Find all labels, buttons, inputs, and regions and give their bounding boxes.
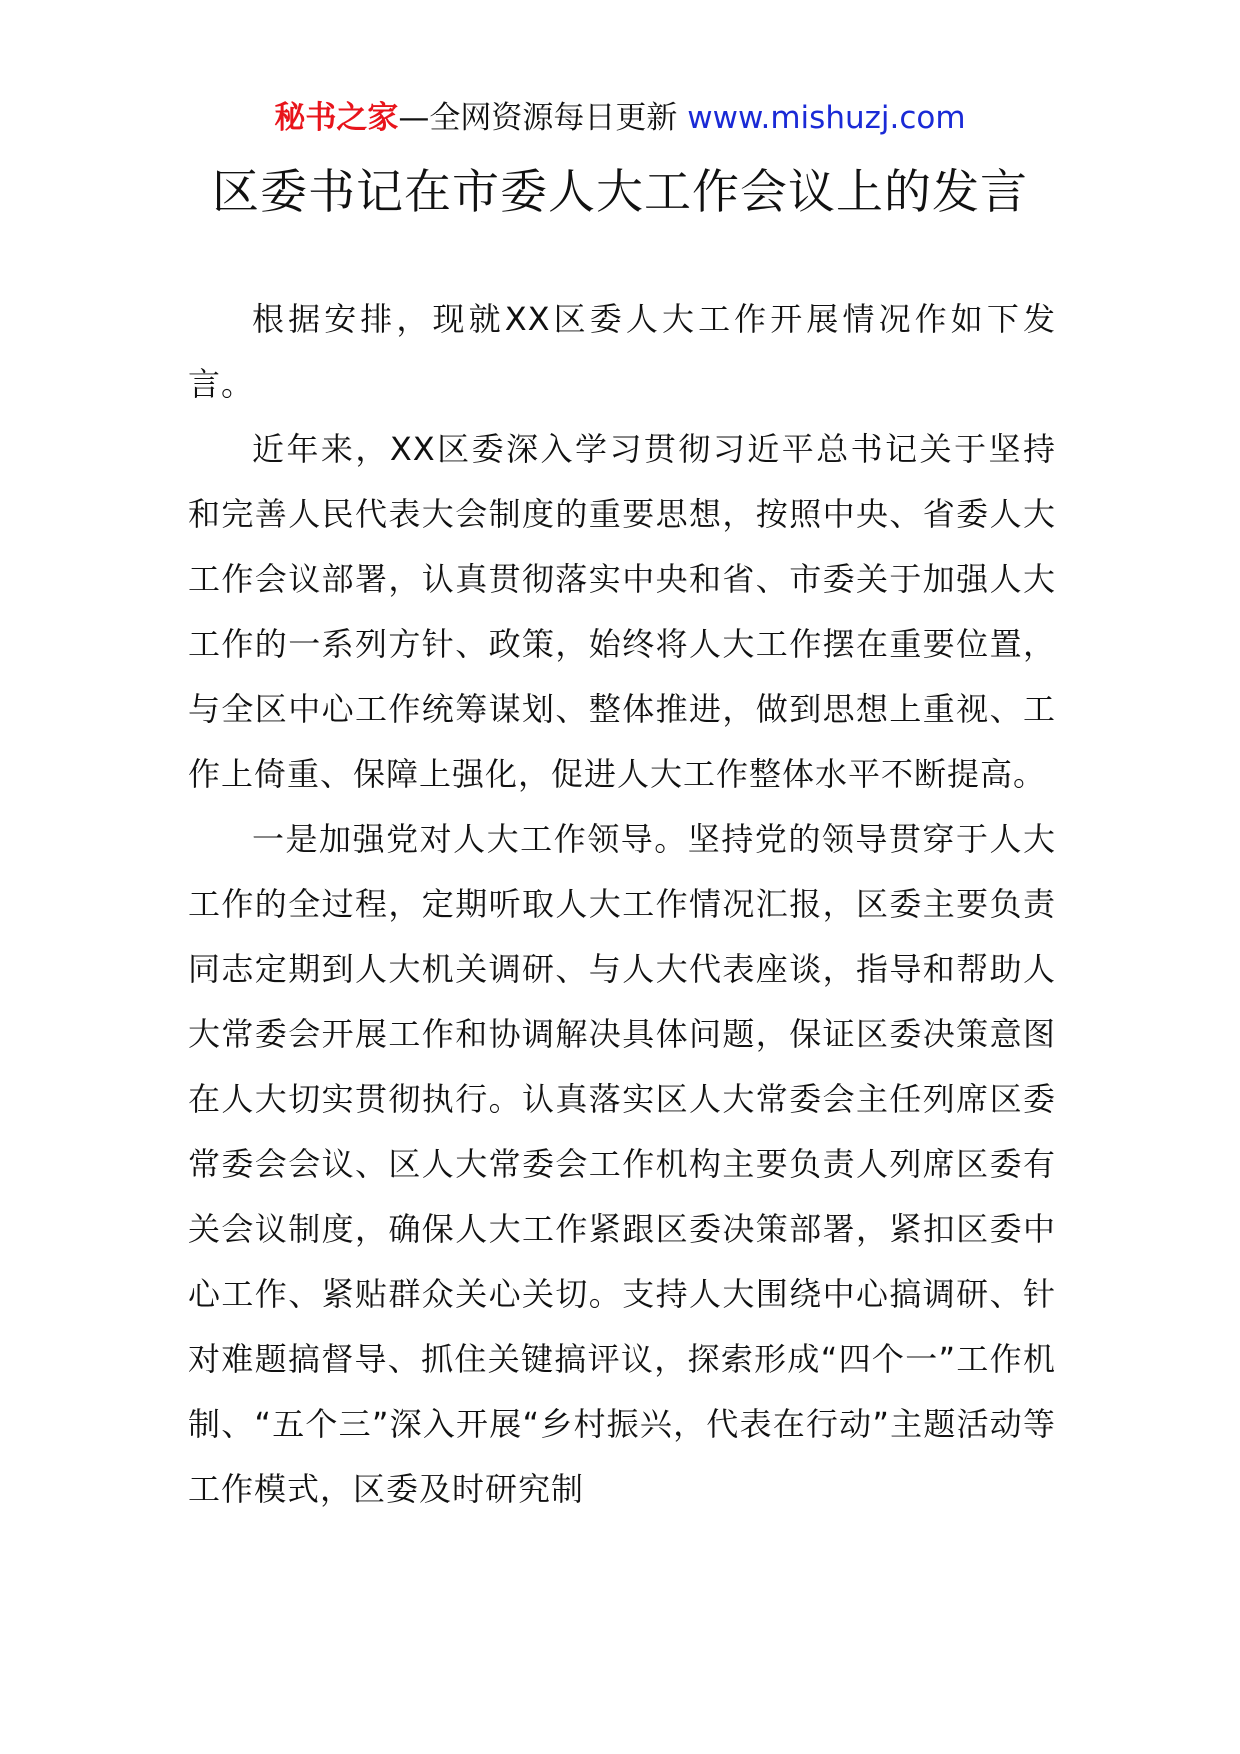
- paragraph-intro: 根据安排，现就XX区委人大工作开展情况作如下发言。: [188, 300, 1056, 403]
- paragraph-point-one: 一是加强党对人大工作领导。坚持党的领导贯穿于人大工作的全过程，定期听取人大工作情况汇报，区委主要负责同志定期到人大机关调研、与人大代表座谈，指导和帮助人大常委会开展工作和协调解决具体问题，保证区委决策意图在人大切实贯彻执行。认真落实区人大常委会主任列席区委常委会会议、区人大常委会工作机构主要负责人列席区委有关会议制度，确保人大工作紧跟区委决策部署，紧扣区委中心工作、紧贴群众关心关切。支持人大围绕中心搞调研、针对难题搞督导、抓住关键搞评议，探索形成“四个一”工作机制、“五个三”深入开展“乡村振兴，代表在行动”主题活动等工作模式，区委及时研究制: [188, 820, 1056, 1508]
- brand-name: 秘书之家: [274, 100, 399, 136]
- site-url-link[interactable]: www.mishuzj.com: [687, 100, 966, 136]
- header-tagline: —全网资源每日更新: [398, 100, 688, 136]
- document-title: 区委书记在市委人大工作会议上的发言: [212, 165, 1028, 220]
- document-body: [188, 287, 1056, 1522]
- site-header: [0, 98, 1240, 138]
- paragraph-overview: 近年来，XX区委深入学习贯彻习近平总书记关于坚持和完善人民代表大会制度的重要思想，按照中央、省委人大工作会议部署，认真贯彻落实中央和省、市委关于加强人大工作的一系列方针、政策，始终将人大工作摆在重要位置，与全区中心工作统筹谋划、整体推进，做到思想上重视、工作上倚重、保障上强化，促进人大工作整体水平不断提高。: [188, 430, 1056, 793]
